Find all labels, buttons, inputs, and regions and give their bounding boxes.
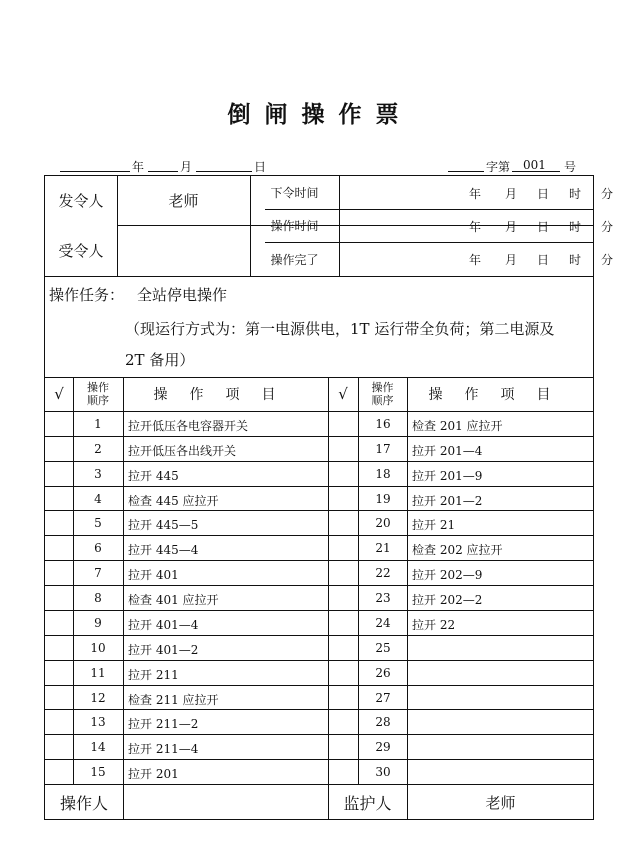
order-number: 10 <box>90 641 106 655</box>
operation-item[interactable]: 拉开低压各出线开关 <box>128 444 237 458</box>
order-number: 29 <box>375 740 391 754</box>
day-blank <box>196 158 252 172</box>
operation-item[interactable]: 拉开 201 <box>128 767 179 781</box>
time-part-label: 月 <box>505 220 518 234</box>
check-cell[interactable] <box>328 610 358 635</box>
operation-item[interactable]: 检查 202 应拉开 <box>412 543 503 557</box>
order-number: 14 <box>90 740 106 754</box>
order-number: 9 <box>94 616 102 630</box>
order-header-right <box>358 377 407 411</box>
time-part-label: 日 <box>537 220 550 234</box>
check-cell[interactable] <box>328 560 358 585</box>
operation-item[interactable]: 拉开 211—4 <box>128 742 199 756</box>
issuer-value[interactable]: 老师 <box>168 192 199 210</box>
check-cell[interactable] <box>328 585 358 610</box>
serial-number: 001 <box>523 158 546 172</box>
order-number: 4 <box>94 492 102 506</box>
order-number: 8 <box>94 591 102 605</box>
order-number: 22 <box>375 566 391 580</box>
check-cell[interactable] <box>45 685 73 710</box>
month-blank <box>148 158 178 172</box>
ticket-title: 倒闸操作票 <box>227 101 413 128</box>
order-number: 11 <box>90 666 106 680</box>
date-line <box>60 158 580 174</box>
order-header-left-1: 操作 <box>87 381 109 394</box>
order-number: 28 <box>375 715 391 729</box>
order-number: 6 <box>94 541 102 555</box>
operation-item[interactable]: 检查 445 应拉开 <box>128 494 219 508</box>
time-part-label: 分 <box>601 253 614 267</box>
check-cell[interactable] <box>328 486 358 511</box>
check-cell[interactable] <box>328 461 358 486</box>
check-cell[interactable] <box>45 709 73 734</box>
task-label: 操作任务： <box>49 286 125 304</box>
supervisor-label: 监护人 <box>343 793 392 813</box>
order-number: 23 <box>375 591 391 605</box>
time-row-label: 下令时间 <box>270 186 319 200</box>
order-number: 21 <box>375 541 391 555</box>
check-cell[interactable] <box>45 461 73 486</box>
operation-item[interactable]: 拉开低压各电容器开关 <box>128 419 249 433</box>
order-header-left <box>73 377 123 411</box>
operation-item[interactable]: 拉开 211—2 <box>128 717 199 731</box>
operation-item[interactable]: 拉开 211 <box>128 668 179 682</box>
check-cell[interactable] <box>328 709 358 734</box>
order-number: 7 <box>94 566 102 580</box>
time-part-label: 日 <box>537 253 550 267</box>
operation-item[interactable]: 拉开 22 <box>412 618 456 632</box>
check-cell[interactable] <box>45 510 73 535</box>
year-blank <box>60 158 130 172</box>
item-header-right: 操作项目 <box>428 387 573 403</box>
operation-item[interactable]: 拉开 401—2 <box>128 643 199 657</box>
item-header-left: 操作项目 <box>153 387 298 403</box>
order-number: 3 <box>94 467 102 481</box>
operator-label: 操作人 <box>59 793 108 813</box>
time-part-label: 年 <box>469 220 482 234</box>
order-number: 17 <box>375 442 391 456</box>
operator-value[interactable] <box>123 784 328 820</box>
check-cell[interactable] <box>45 486 73 511</box>
operation-item[interactable]: 拉开 202—2 <box>412 593 483 607</box>
month-label: 月 <box>180 160 193 174</box>
check-cell[interactable] <box>45 585 73 610</box>
operation-item[interactable]: 拉开 201—2 <box>412 494 483 508</box>
check-cell[interactable] <box>45 535 73 560</box>
receiver-value[interactable] <box>117 225 250 276</box>
operation-item[interactable]: 拉开 202—9 <box>412 568 483 582</box>
order-number: 15 <box>90 765 106 779</box>
check-cell[interactable] <box>45 610 73 635</box>
order-header-right-2: 顺序 <box>371 394 394 407</box>
check-cell[interactable] <box>328 535 358 560</box>
check-cell[interactable] <box>45 759 73 784</box>
operation-item[interactable]: 检查 211 应拉开 <box>128 693 219 707</box>
order-number: 16 <box>375 417 391 431</box>
operation-item[interactable]: 拉开 445—5 <box>128 518 199 532</box>
check-cell[interactable] <box>328 685 358 710</box>
order-number: 24 <box>375 616 391 630</box>
time-part-label: 分 <box>601 220 614 234</box>
time-row-label: 操作时间 <box>270 219 319 233</box>
check-cell[interactable] <box>45 411 73 436</box>
time-part-label: 时 <box>569 187 582 201</box>
ticket-form <box>44 175 614 820</box>
order-number: 26 <box>375 666 391 680</box>
check-cell[interactable] <box>45 734 73 759</box>
order-number: 25 <box>375 641 391 655</box>
check-cell[interactable] <box>45 660 73 685</box>
operation-item[interactable]: 拉开 201—9 <box>412 469 483 483</box>
issuer-label: 发令人 <box>58 192 104 210</box>
time-part-label: 日 <box>537 187 550 201</box>
check-cell[interactable] <box>328 759 358 784</box>
operation-item[interactable]: 拉开 445 <box>128 469 179 483</box>
serial-prefix-blank <box>448 158 484 172</box>
order-number: 12 <box>90 691 106 705</box>
receiver-label: 受令人 <box>58 242 104 260</box>
operation-item[interactable]: 拉开 401—4 <box>128 618 199 632</box>
order-number: 30 <box>375 765 391 779</box>
order-number: 1 <box>94 417 102 431</box>
serial-suffix: 号 <box>564 160 577 174</box>
operation-item[interactable]: 拉开 201—4 <box>412 444 483 458</box>
time-part-label: 年 <box>469 187 482 201</box>
operation-item[interactable]: 检查 401 应拉开 <box>128 593 219 607</box>
check-cell[interactable] <box>328 510 358 535</box>
operation-item[interactable]: 拉开 401 <box>128 568 179 582</box>
order-header-right-1: 操作 <box>371 381 394 394</box>
time-part-label: 月 <box>505 253 518 267</box>
task-note-line-1: （现运行方式为：第一电源供电，1T 运行带全负荷；第二电源及 <box>125 320 555 338</box>
operation-item[interactable]: 拉开 21 <box>412 518 456 532</box>
time-part-label: 时 <box>569 220 582 234</box>
time-part-label: 分 <box>601 187 614 201</box>
order-number: 2 <box>94 442 102 456</box>
time-row-label: 操作完了 <box>270 252 319 267</box>
order-number: 20 <box>375 516 391 530</box>
task-value[interactable]: 全站停电操作 <box>137 286 228 304</box>
task-note-line-2: 2T 备用） <box>125 351 195 369</box>
check-cell[interactable] <box>45 436 73 461</box>
order-number: 27 <box>375 691 391 705</box>
order-number: 13 <box>90 715 106 729</box>
check-cell[interactable] <box>328 660 358 685</box>
check-cell[interactable] <box>328 635 358 660</box>
order-header-left-2: 顺序 <box>87 394 109 407</box>
supervisor-value[interactable]: 老师 <box>485 793 516 812</box>
time-part-label: 年 <box>469 253 482 267</box>
time-part-label: 月 <box>505 187 518 201</box>
check-header-left: √ <box>54 385 64 403</box>
time-part-label: 时 <box>569 253 582 267</box>
order-number: 19 <box>375 492 391 506</box>
operation-item[interactable]: 检查 201 应拉开 <box>412 419 503 433</box>
check-cell[interactable] <box>45 635 73 660</box>
year-label: 年 <box>132 160 145 174</box>
check-cell[interactable] <box>328 411 358 436</box>
check-cell[interactable] <box>328 734 358 759</box>
order-number: 5 <box>94 516 102 530</box>
order-number: 18 <box>375 467 391 481</box>
operation-item[interactable]: 拉开 445—4 <box>128 543 199 557</box>
check-cell[interactable] <box>328 436 358 461</box>
check-cell[interactable] <box>45 560 73 585</box>
serial-prefix: 字第 <box>486 160 511 174</box>
check-header-right: √ <box>338 385 348 403</box>
day-label: 日 <box>254 160 267 174</box>
